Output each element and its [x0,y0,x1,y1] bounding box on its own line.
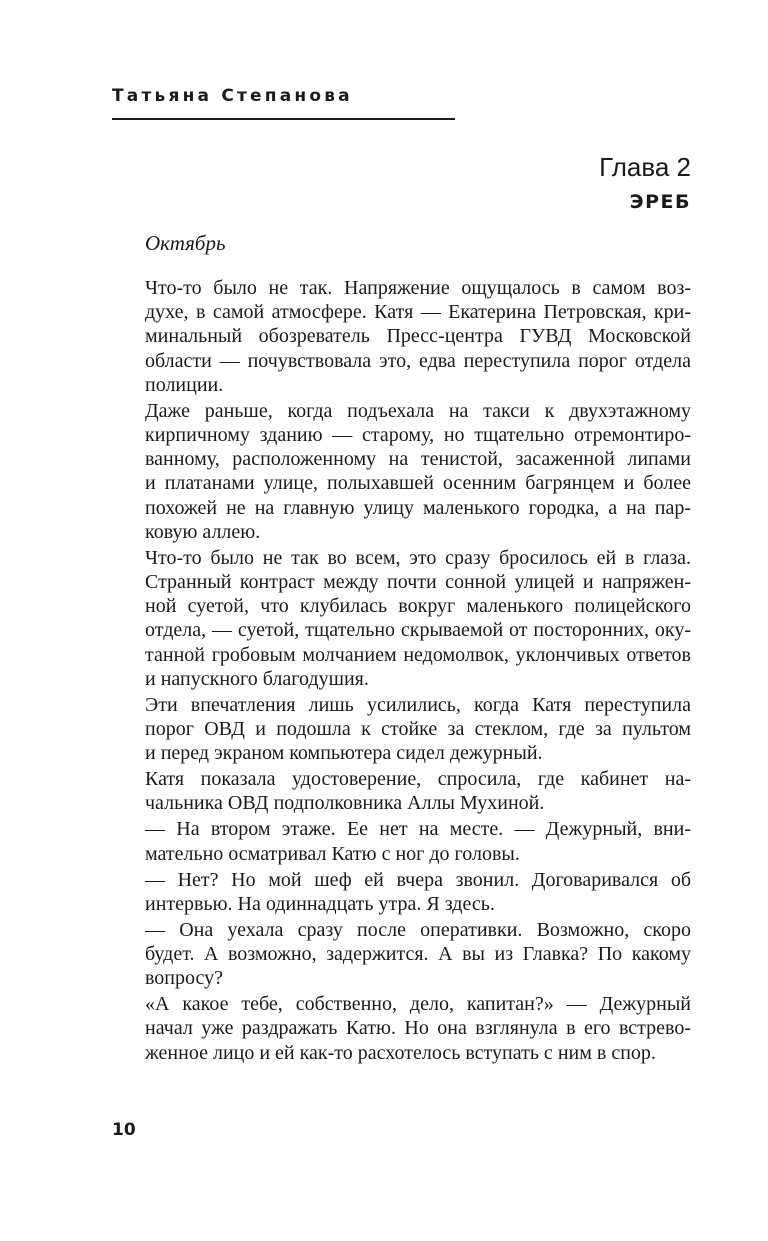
text-line: — На втором этаже. Ее нет на месте. — Дежурный, вни- [145,818,691,841]
text-line: Странный контраст между почти сонной улицей и напряжен- [145,571,691,594]
text-line: Даже раньше, когда подъехала на такси к двухэтажному [145,399,691,422]
body-paragraph [112,992,691,1065]
text-line: Что-то было не так во всем, это сразу бросилось ей в глаза. [145,546,691,569]
text-line: — Она уехала сразу после оперативки. Возможно, скоро [145,918,691,941]
text-line: порог ОВД и подошла к стойке за стеклом, где за пультом [145,718,691,741]
text-line: и платанами улице, полыхавшей осенним багрянцем и более [145,472,691,495]
text-line: танной гробовым молчанием недомолвок, уклончивых ответов [145,643,691,666]
body-paragraph [112,399,691,544]
text-line: будет. А возможно, задержится. А вы из Главка? По какому [145,943,691,966]
text-line: Катя показала удостоверение, спросила, где кабинет на- [145,768,691,791]
text-line: и напускного благодушия. [145,667,369,690]
text-line: ковую аллею. [145,520,261,543]
text-line: минальный обозреватель Пресс-центра ГУВД Московской [145,325,691,348]
text-line: Что-то было не так. Напряжение ощущалось в самом воз- [145,277,691,299]
text-line: и перед экраном компьютера сидел дежурный. [145,742,543,765]
text-line: начал уже раздражать Катю. Но она взглянула в его встрево- [145,1017,691,1040]
chapter-label: Глава 2 [599,152,691,182]
text-line: кирпичному зданию — старому, но тщательно отремонтиро- [145,424,691,447]
text-line: мательно осматривал Катю с ног до головы. [145,842,520,865]
body-paragraph [112,546,691,691]
body-text [112,276,691,1067]
text-line: отдела, — суетой, тщательно скрываемой от посторонних, оку- [145,619,691,642]
body-paragraph [112,276,691,397]
body-paragraph [112,868,691,916]
text-line: ванному, расположенному на тенистой, засаженной липами [145,448,691,471]
text-line: «А какое тебе, собственно, дело, капитан?» — Дежурный [145,993,691,1016]
text-line: чальника ОВД подполковника Аллы Мухиной. [145,792,545,815]
text-line: ной суетой, что клубилась вокруг маленького полицейского [145,595,691,618]
text-line: интервью. На одиннадцать утра. Я здесь. [145,892,495,915]
body-paragraph [112,693,691,766]
chapter-title: ЭРЕБ [629,191,691,213]
running-head-author: Татьяна Степанова [112,86,353,106]
text-line: полиции. [145,373,224,396]
epigraph-month: Октябрь [145,231,226,255]
page-number: 10 [112,1120,136,1140]
text-line: похожей не на главную улицу маленького городка, а на пар- [145,496,691,519]
text-line: — Нет? Но мой шеф ей вчера звонил. Договаривался об [145,868,691,891]
body-paragraph [112,918,691,991]
text-line: Эти впечатления лишь усилились, когда Катя переступила [145,693,691,716]
body-paragraph [112,817,691,865]
text-line: вопросу? [145,967,223,990]
header-rule [112,118,455,120]
body-paragraph [112,767,691,815]
text-line: женное лицо и ей как-то расхотелось вступать с ним в спор. [145,1041,656,1064]
text-line: области — почувствовала это, едва переступила порог отдела [145,349,691,372]
text-line: духе, в самой атмосфере. Катя — Екатерина Петровская, кри- [145,301,691,324]
